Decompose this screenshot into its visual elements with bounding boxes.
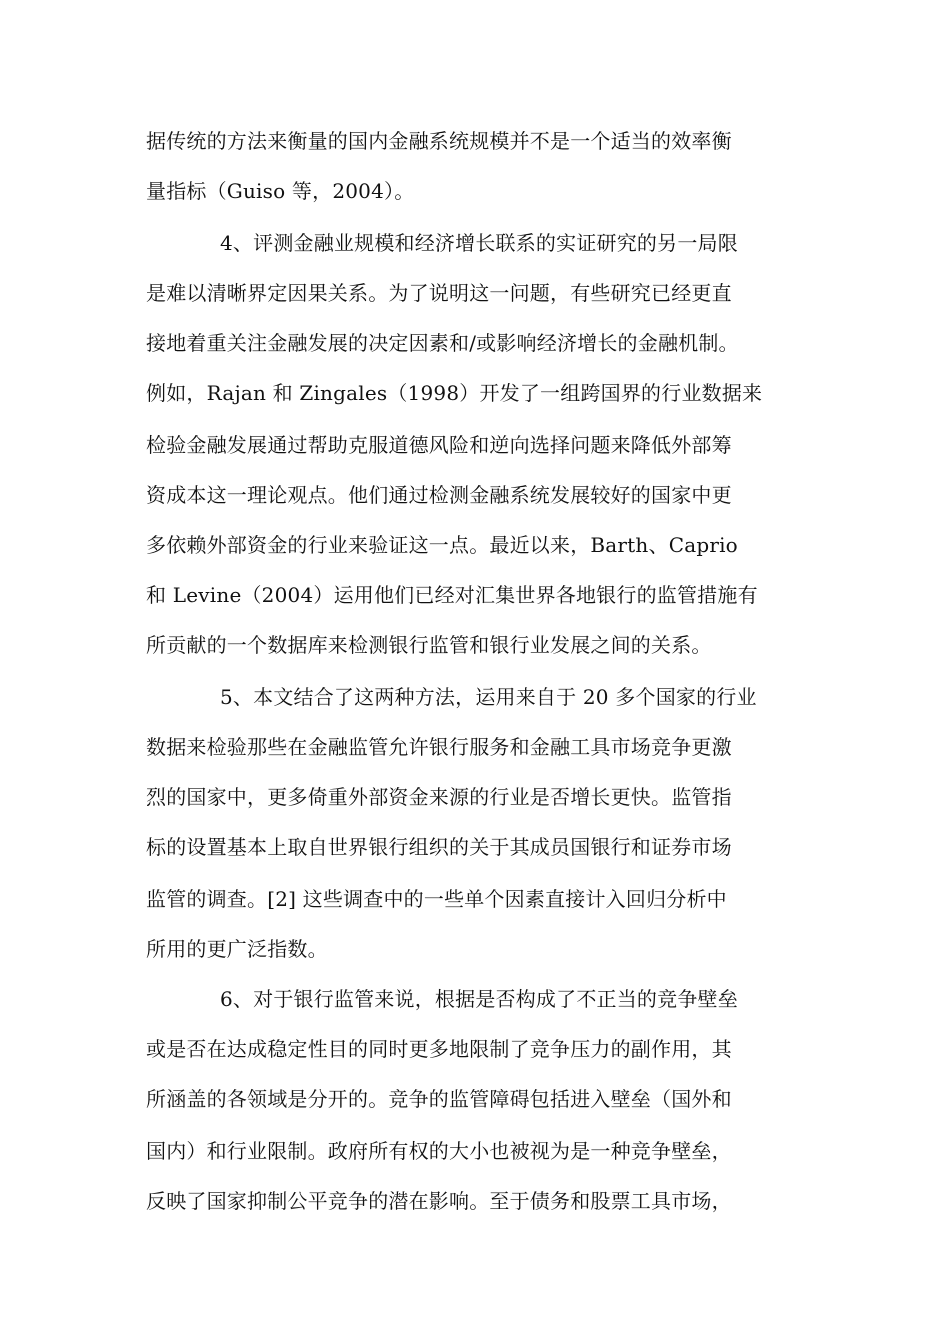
text-line-13: 数据来检验那些在金融监管允许银行服务和金融工具市场竞争更激 [146, 735, 732, 759]
text-line-17: 所用的更广泛指数。 [146, 937, 328, 961]
text-line-10: 和 Levine（2004）运用他们已经对汇集世界各地银行的监管措施有 [146, 583, 758, 607]
text-line-4: 是难以清晰界定因果关系。为了说明这一问题，有些研究已经更直 [146, 281, 732, 305]
text-line-19: 或是否在达成稳定性目的同时更多地限制了竞争压力的副作用，其 [146, 1037, 732, 1061]
text-line-14: 烈的国家中，更多倚重外部资金来源的行业是否增长更快。监管指 [146, 785, 732, 809]
text-line-7: 检验金融发展通过帮助克服道德风险和逆向选择问题来降低外部筹 [146, 433, 732, 457]
paragraph-4-start: 4、评测金融业规模和经济增长联系的实证研究的另一局限 [220, 231, 738, 255]
paragraph-6-start: 6、对于银行监管来说，根据是否构成了不正当的竞争壁垒 [220, 987, 738, 1011]
text-line-2: 量指标（Guiso 等，2004）。 [146, 179, 415, 203]
text-line-6: 例如，Rajan 和 Zingales（1998）开发了一组跨国界的行业数据来 [146, 381, 763, 405]
text-line-16: 监管的调查。[2] 这些调查中的一些单个因素直接计入回归分析中 [146, 887, 727, 911]
text-line-11: 所贡献的一个数据库来检测银行监管和银行业发展之间的关系。 [146, 633, 712, 657]
text-line-22: 反映了国家抑制公平竞争的潜在影响。至于债务和股票工具市场， [146, 1189, 732, 1213]
paragraph-5-start: 5、本文结合了这两种方法，运用来自于 20 多个国家的行业 [220, 685, 757, 709]
text-line-21: 国内）和行业限制。政府所有权的大小也被视为是一种竞争壁垒， [146, 1139, 732, 1163]
text-line-20: 所涵盖的各领域是分开的。竞争的监管障碍包括进入壁垒（国外和 [146, 1087, 732, 1111]
text-line-1: 据传统的方法来衡量的国内金融系统规模并不是一个适当的效率衡 [146, 129, 732, 153]
text-line-8: 资成本这一理论观点。他们通过检测金融系统发展较好的国家中更 [146, 483, 732, 507]
text-line-5: 接地着重关注金融发展的决定因素和/或影响经济增长的金融机制。 [146, 331, 739, 355]
text-line-9: 多依赖外部资金的行业来验证这一点。最近以来，Barth、Caprio [146, 533, 738, 557]
text-line-15: 标的设置基本上取自世界银行组织的关于其成员国银行和证券市场 [146, 835, 732, 859]
